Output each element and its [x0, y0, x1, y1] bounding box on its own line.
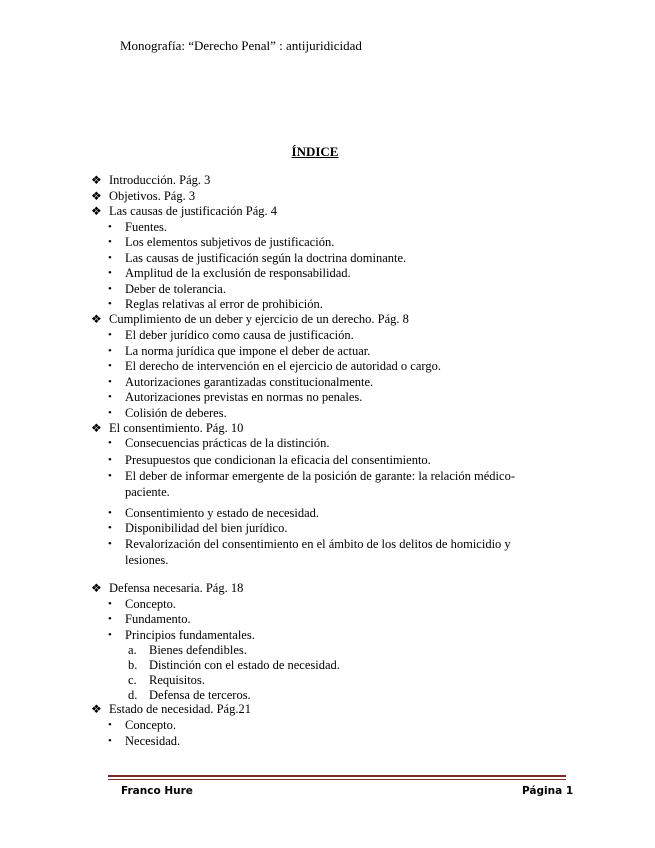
bullet-icon: •	[108, 221, 112, 233]
bullet-icon: •	[108, 522, 112, 534]
toc-lettered-text: Defensa de terceros.	[149, 688, 251, 702]
bullet-icon: •	[108, 538, 112, 550]
toc-subitem-text: Revalorización del consentimiento en el ámbito de los delitos de homicidio y lesiones.	[125, 537, 511, 567]
toc-subitem-text: Concepto.	[125, 718, 177, 732]
toc-subitem-text: Reglas relativas al error de prohibición.	[125, 297, 323, 311]
bullet-icon: •	[108, 507, 112, 519]
bullet-icon: •	[108, 454, 112, 466]
diamond-bullet-icon: ❖	[91, 702, 102, 716]
toc-subitem-text: Presupuestos que condicionan la eficacia del consentimiento.	[125, 453, 431, 467]
footer-page-number: Página 1	[522, 785, 574, 797]
bullet-icon: •	[108, 735, 112, 747]
diamond-bullet-icon: ❖	[91, 312, 102, 326]
diamond-bullet-icon: ❖	[91, 173, 102, 187]
bullet-icon: •	[108, 360, 112, 372]
toc-section-title: Las causas de justificación Pág. 4	[109, 204, 278, 218]
diamond-bullet-icon: ❖	[91, 204, 102, 218]
diamond-bullet-icon: ❖	[91, 581, 102, 595]
bullet-icon: •	[108, 470, 112, 482]
footer-divider-thin	[108, 779, 566, 780]
toc-subitem-text: Fuentes.	[125, 220, 168, 234]
toc-subitem-text: El deber jurídico como causa de justificación.	[125, 328, 354, 342]
bullet-icon: •	[108, 629, 112, 641]
footer-author: Franco Hure	[121, 785, 193, 797]
bullet-icon: •	[108, 598, 112, 610]
toc-subitem-text: Consentimiento y estado de necesidad.	[125, 506, 320, 520]
toc-section-title: Estado de necesidad. Pág.21	[109, 702, 251, 716]
letter-marker: a.	[128, 643, 137, 657]
bullet-icon: •	[108, 376, 112, 388]
toc-subitem-text: Amplitud de la exclusión de responsabilidad.	[125, 266, 351, 280]
toc-subitem-text: Fundamento.	[125, 612, 191, 626]
footer-divider	[108, 775, 566, 777]
toc-subitem-text: Concepto.	[125, 597, 177, 611]
letter-marker: d.	[128, 688, 138, 702]
bullet-icon: •	[108, 236, 112, 248]
toc-subitem-text: El derecho de intervención en el ejercicio de autoridad o cargo.	[125, 359, 441, 373]
bullet-icon: •	[108, 267, 112, 279]
toc-subitem-text: Principios fundamentales.	[125, 628, 255, 642]
toc-subitem-text: Autorizaciones garantizadas constitucionalmente.	[125, 375, 374, 389]
bullet-icon: •	[108, 283, 112, 295]
bullet-icon: •	[108, 345, 112, 357]
toc-lettered-text: Bienes defendibles.	[149, 643, 247, 657]
bullet-icon: •	[108, 298, 112, 310]
toc-section-title: Cumplimiento de un deber y ejercicio de un derecho. Pág. 8	[109, 312, 409, 326]
toc-lettered-text: Distinción con el estado de necesidad.	[149, 658, 340, 672]
bullet-icon: •	[108, 719, 112, 731]
toc-subitem-text: Consecuencias prácticas de la distinción.	[125, 436, 330, 450]
toc-subitem-text: Autorizaciones previstas en normas no penales.	[125, 390, 363, 404]
toc-subitem-text: El deber de informar emergente de la posición de garante: la relación médico-paciente.	[125, 469, 515, 499]
toc-subitem-text: Necesidad.	[125, 734, 181, 748]
index-heading: ÍNDICE	[291, 144, 339, 159]
header-title: Monografía: “Derecho Penal” : antijuridicidad	[120, 38, 362, 53]
bullet-icon: •	[108, 437, 112, 449]
letter-marker: c.	[128, 673, 137, 687]
bullet-icon: •	[108, 391, 112, 403]
diamond-bullet-icon: ❖	[91, 421, 102, 435]
toc-subitem-text: Deber de tolerancia.	[125, 282, 226, 296]
bullet-icon: •	[108, 407, 112, 419]
toc-item-text: Objetivos. Pág. 3	[109, 189, 196, 203]
toc-subitem-text: Disponibilidad del bien jurídico.	[125, 521, 288, 535]
bullet-icon: •	[108, 252, 112, 264]
toc-subitem-text: La norma jurídica que impone el deber de actuar.	[125, 344, 371, 358]
toc-section-title: Defensa necesaria. Pág. 18	[109, 581, 244, 595]
toc-section-title: El consentimiento. Pág. 10	[109, 421, 244, 435]
bullet-icon: •	[108, 613, 112, 625]
diamond-bullet-icon: ❖	[91, 189, 102, 203]
toc-subitem-text: Las causas de justificación según la doctrina dominante.	[125, 251, 407, 265]
bullet-icon: •	[108, 329, 112, 341]
letter-marker: b.	[128, 658, 138, 672]
toc-subitem-text: Los elementos subjetivos de justificación.	[125, 235, 335, 249]
toc-subitem-text: Colisión de deberes.	[125, 406, 227, 420]
toc-lettered-text: Requisitos.	[149, 673, 205, 687]
toc-item-text: Introducción. Pág. 3	[109, 173, 211, 187]
